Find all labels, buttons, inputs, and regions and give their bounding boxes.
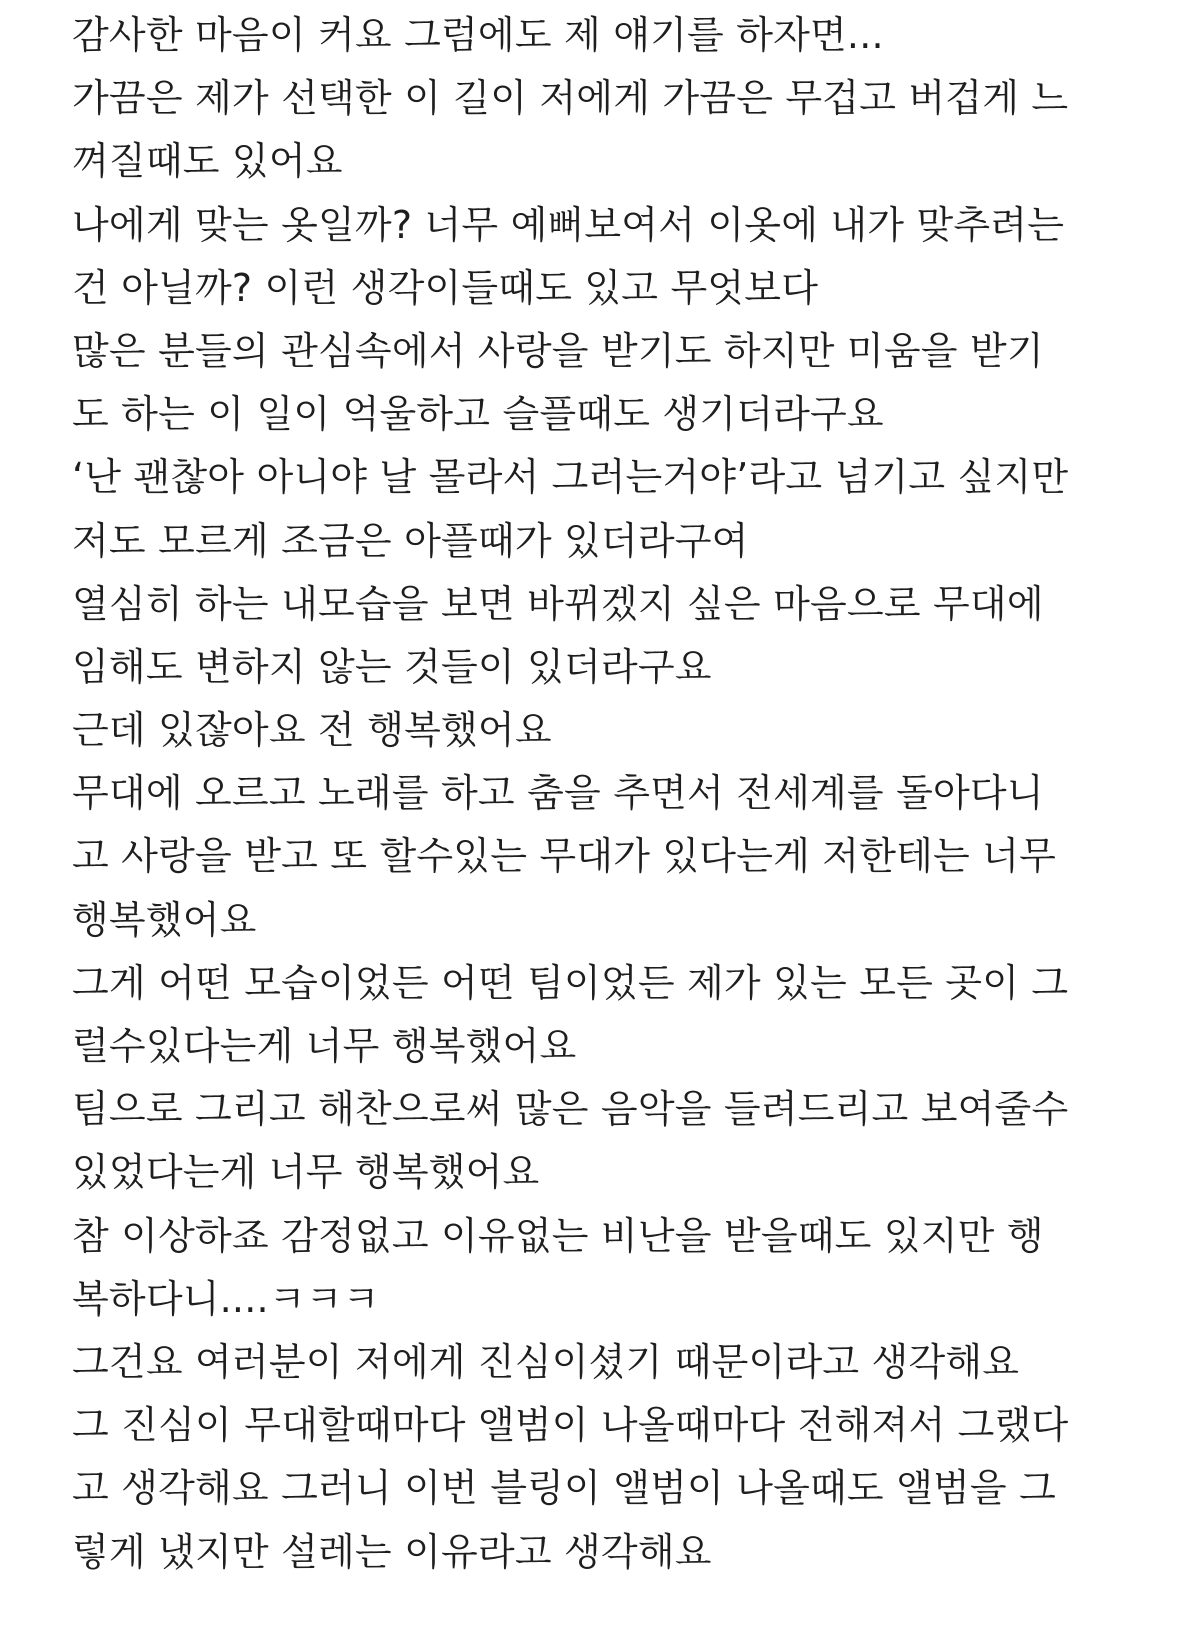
text-line: 껴질때도 있어요 — [72, 139, 343, 184]
text-line: 행복했어요 — [72, 897, 257, 942]
text-line: 임해도 변하지 않는 것들이 있더라구요 — [72, 644, 712, 689]
text-line: 그 진심이 무대할때마다 앨범이 나올때마다 전해져서 그랬다 — [72, 1403, 1069, 1448]
text-line: 참 이상하죠 감정없고 이유없는 비난을 받을때도 있지만 행 — [72, 1213, 1044, 1258]
text-line: 럴수있다는게 너무 행복했어요 — [72, 1024, 577, 1068]
text-line: ‘난 괜찮아 아니야 날 몰라서 그러는거야’라고 넘기고 싶지만 — [72, 455, 1069, 500]
text-line: 가끔은 제가 선택한 이 길이 저에게 가끔은 무겁고 버겁게 느 — [72, 76, 1069, 121]
text-line: 도 하는 이 일이 억울하고 슬플때도 생기더라구요 — [72, 392, 884, 437]
text-line: 열심히 하는 내모습을 보면 바뀌겠지 싶은 마음으로 무대에 — [72, 581, 1044, 626]
text-line: 그건요 여러분이 저에게 진심이셨기 때문이라고 생각해요 — [72, 1339, 1020, 1384]
text-line: 고 생각해요 그러니 이번 블링이 앨범이 나올때도 앨범을 그 — [72, 1466, 1057, 1511]
text-line: 무대에 오르고 노래를 하고 춤을 추면서 전세계를 돌아다니 — [72, 771, 1044, 816]
document-body — [72, 4, 1132, 1584]
text-line: 렇게 냈지만 설레는 이유라고 생각해요 — [72, 1529, 712, 1574]
text-line: 건 아닐까? 이런 생각이들때도 있고 무엇보다 — [72, 265, 819, 310]
text-line: 근데 있잖아요 전 행복했어요 — [72, 708, 552, 753]
text-line: 고 사랑을 받고 또 할수있는 무대가 있다는게 저한테는 너무 — [72, 834, 1057, 879]
text-line: 감사한 마음이 커요 그럼에도 제 얘기를 하자면... — [72, 13, 884, 57]
text-line: 팀으로 그리고 해찬으로써 많은 음악을 들려드리고 보여줄수 — [72, 1087, 1069, 1132]
text-line: 나에게 맞는 옷일까? 너무 예뻐보여서 이옷에 내가 맞추려는 — [72, 202, 1065, 247]
text-line: 있었다는게 너무 행복했어요 — [72, 1150, 540, 1195]
text-line: 저도 모르게 조금은 아플때가 있더라구여 — [72, 518, 749, 563]
text-line: 많은 분들의 관심속에서 사랑을 받기도 하지만 미움을 받기 — [72, 328, 1044, 373]
text-line: 그게 어떤 모습이었든 어떤 팀이었든 제가 있는 모든 곳이 그 — [72, 960, 1069, 1005]
text-line: 복하다니....ㅋㅋㅋ — [72, 1276, 380, 1321]
